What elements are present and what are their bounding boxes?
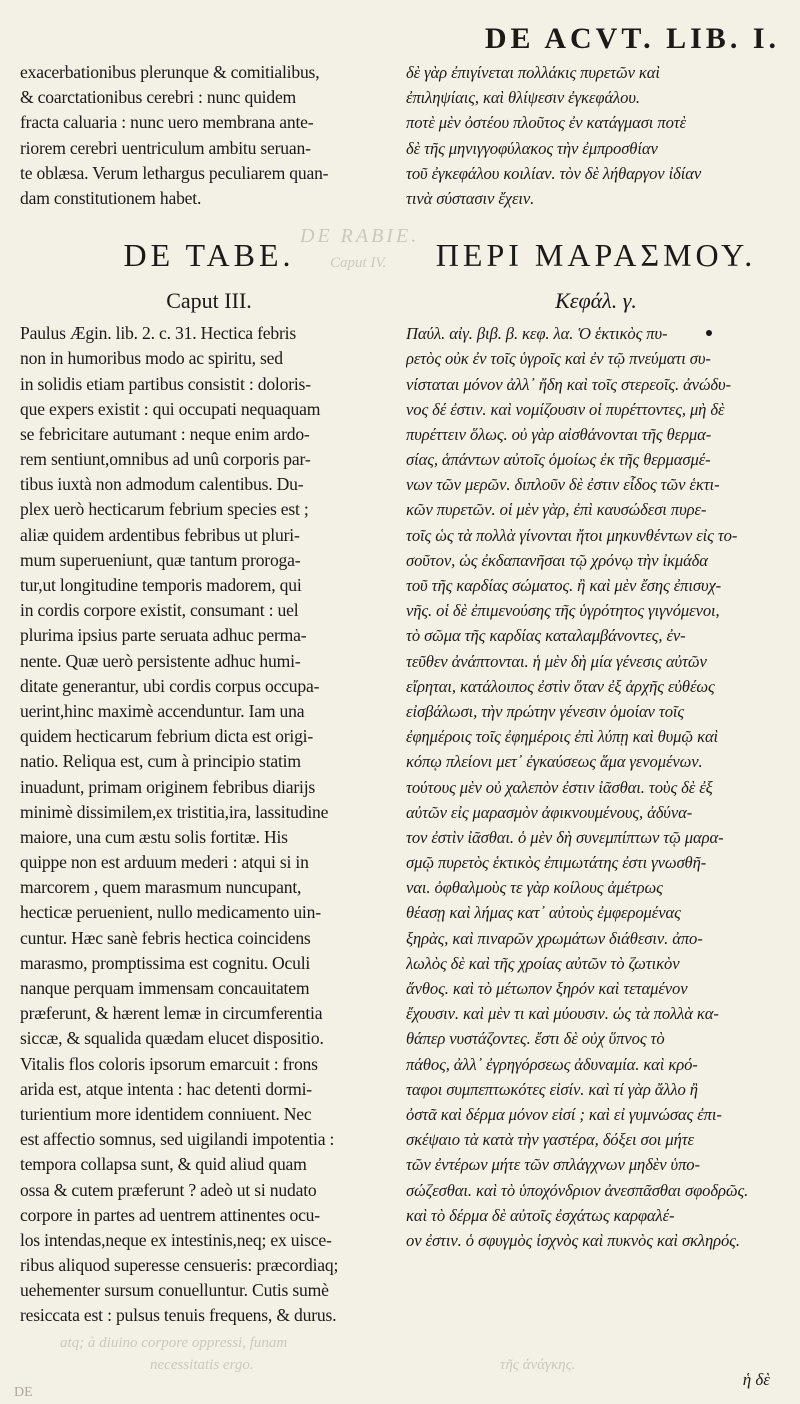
greek-column xyxy=(406,60,786,1253)
text-line: δὲ τῆς μηνιγγοφύλακος τὴν ἐμπροσθίαν xyxy=(406,138,658,158)
text-line: νος δέ ἐστιν. καὶ νομίζουσιν οἱ πυρέττοντες, μὴ δὲ xyxy=(406,399,725,419)
ornament-dot xyxy=(706,330,712,336)
text-line: ἐφημέροις τοῖς ἐφημέροις ἐπὶ λύπῃ καὶ θυμῷ καὶ xyxy=(406,727,719,747)
text-line: τοῦ ἐγκεφάλου κοιλίαν. τὸν δὲ λήθαργον ἰδίαν xyxy=(406,163,702,183)
text-line: ἄνθος. καὶ τὸ μέτωπον ξηρόν καὶ τεταμένον xyxy=(406,979,688,998)
text-line: ξηρὰς, καὶ πιναρῶν χρωμάτων διάθεσιν. ἀπο- xyxy=(406,928,703,948)
catchword: ἡ δὲ xyxy=(742,1370,770,1389)
text-line: siccæ, & squalida quædam elucet dispositio. xyxy=(20,1028,324,1049)
latin-heading: DE TABE. xyxy=(123,237,295,274)
text-line: ον ἐστιν. ὁ σφυγμὸς ἰσχνὸς καὶ πυκνὸς καὶ σκληρός. xyxy=(406,1230,740,1250)
text-line: cuntur. Hæc sanè febris hectica coincidens xyxy=(20,927,311,948)
text-line: rem sentiunt,omnibus ad unû corporis par- xyxy=(20,449,311,470)
text-line: σμῷ πυρετὸς ἑκτικὸς ἐπιμωτάτης ἐστι γνωσθῆ- xyxy=(406,853,707,873)
bleed-through-heading: DE RABIE. xyxy=(300,225,420,247)
text-line: est affectio somnus, sed uigilandi impotentia : xyxy=(20,1129,335,1150)
text-line: turientium more identidem conniuent. Nec xyxy=(20,1103,312,1124)
text-line: marasmo, promptissima est cognitu. Oculi xyxy=(20,952,311,973)
text-line: κόπῳ πλείονι μετ᾽ ἐγκαύσεως ἅμα γενομένων. xyxy=(406,752,703,772)
text-line: ὀστᾶ καὶ δέρμα μόνον εἰσί ; καὶ εἰ γυμνώσας ἐπι- xyxy=(406,1104,722,1124)
text-line: λωλὸς δὲ καὶ τῆς χροίας αὐτῶν τὸ ζωτικὸν xyxy=(406,953,680,973)
text-line: tur,ut longitudine temporis madorem, qui xyxy=(20,575,302,595)
greek-heading: ΠΕΡΙ ΜΑΡΑΣΜΟΥ. xyxy=(435,237,757,274)
text-line: riorem cerebri uentriculum ambitu seruan- xyxy=(20,137,311,158)
text-line: νῆς. οἱ δὲ ἐπιμενούσης τῆς ὑγρότητος γιγνόμενοι, xyxy=(406,601,720,621)
text-line: que expers existit : qui occupati nequaquam xyxy=(20,398,321,419)
text-line: nanque perquam immensam concauitatem xyxy=(20,978,310,998)
text-line: πυρέττειν ὅλως. οὐ γὰρ αἰσθάνονται τῆς θερμα- xyxy=(406,424,712,444)
text-line: Παύλ. αἰγ. βιβ. β. κεφ. λα. Ὁ ἑκτικὸς πυ- xyxy=(406,324,668,344)
text-line: τεῦθεν ἀνάπτονται. ἡ μὲν δὴ μία γένεσις αὐτῶν xyxy=(406,651,707,671)
text-line: ναι. ὀφθαλμοὺς τε γὰρ κοίλους ἀμέτρως xyxy=(406,878,663,898)
text-line: ἐπιληψίαις, καὶ θλίψεσιν ἐγκεφάλου. xyxy=(406,88,640,108)
text-line: ρετὸς οὐκ ἐν τοῖς ὑγροῖς καὶ ἐν τῷ πνεύματι συ- xyxy=(406,349,711,369)
text-line: δὲ γὰρ ἐπιγίνεται πολλάκις πυρετῶν καὶ xyxy=(406,63,660,82)
text-line: in solidis etiam partibus consistit : doloris- xyxy=(20,373,311,394)
text-line: plex uerò hecticarum febrium species est ; xyxy=(20,499,309,520)
greek-top-text xyxy=(406,60,786,211)
text-line: ossa & cutem præferunt ? adeò ut si nudato xyxy=(20,1179,317,1200)
text-line: εἴρηται, κατάλοιπος ἐστὶν ὅταν ἐξ ἀρχῆς εὐθέως xyxy=(406,676,715,696)
text-line: θάπερ νυστάζοντες. ἔστι δὲ οὐχ ὕπνος τὸ xyxy=(406,1029,665,1049)
text-line: κῶν πυρετῶν. οἱ μὲν γὰρ, ἐπὶ καυσώδεσι πυρε- xyxy=(406,500,707,520)
text-line: dam constitutionem habet. xyxy=(20,187,202,208)
bleed-through-page-mark: DE xyxy=(14,1385,33,1400)
bleed-through-bottom-left-2: necessitatis ergo. xyxy=(150,1357,254,1373)
text-line: νίσταται μόνον ἀλλ᾽ ἤδη καὶ τοῖς στερεοῖς. ἀνώδυ- xyxy=(406,374,731,394)
text-line: τον ἐστὶν ἰᾶσθαι. ὁ μὲν δὴ συνεμπίπτων τῷ μαρα- xyxy=(406,827,724,847)
latin-column xyxy=(20,60,398,1329)
text-line: inuadunt, primam originem febribus diarijs xyxy=(20,776,316,797)
text-line: marcorem , quem marasmum nuncupant, xyxy=(20,877,302,898)
text-line: τῶν ἐντέρων μήτε τῶν σπλάγχνων μηδὲν ὑπο- xyxy=(406,1155,700,1175)
text-line: ποτὲ μὲν ὀστέου πλοῦτος ἐν κατάγμασι ποτὲ xyxy=(406,113,687,133)
text-line: θέασῃ καὶ λήμας κατ᾽ αὐτοὺς ἐμφερομένας xyxy=(406,903,681,923)
text-line: quippe non est arduum mederi : atqui si in xyxy=(20,852,309,873)
text-line: los intendas,neque ex intestinis,neq; ex uisce- xyxy=(20,1229,332,1250)
text-line: resiccata est : pulsus tenuis frequens, & durus. xyxy=(20,1305,337,1326)
latin-body-text xyxy=(20,321,398,1329)
text-line: εἰσβάλωσι, τὴν πρώτην γένεσιν ὁμοίαν τοῖς xyxy=(406,701,685,721)
text-line: nente. Quæ uerò persistente adhuc humi- xyxy=(20,650,301,671)
text-line: ἔχουσιν. καὶ μὲν τι καὶ μύουσιν. ὡς τὰ πολλὰ κα- xyxy=(406,1004,719,1024)
bleed-through-bottom-left: atq; à diuino corpore oppressi, funam xyxy=(60,1335,288,1351)
text-line: se febricitare autumant : neque enim ardo- xyxy=(20,423,310,444)
text-line: tempora collapsa sunt, & quid aliud quam xyxy=(20,1154,307,1175)
text-line: corpore in partes ad uentrem attinentes ocu- xyxy=(20,1204,320,1225)
latin-top-text xyxy=(20,60,398,211)
text-line: τὸ σῶμα τῆς καρδίας καταλαμβάνοντες, ἐν- xyxy=(406,626,686,646)
text-line: Paulus Ægin. lib. 2. c. 31. Hectica febris xyxy=(20,323,296,344)
text-line: ταφοι συμπεπτωκότες εἰσίν. καὶ τί γὰρ ἄλλο ἢ xyxy=(406,1079,698,1099)
latin-subheading: Caput III. xyxy=(166,288,252,314)
text-line: te oblæsa. Verum lethargus peculiarem quan- xyxy=(20,162,329,183)
text-line: τούτους μὲν οὐ χαλεπὸν ἐστιν ἰᾶσθαι. τοὺς δὲ ἐξ xyxy=(406,777,713,797)
text-line: ditate generantur, ubi cordis corpus occupa- xyxy=(20,675,320,696)
text-line: præferunt, & hærent lemæ in circumferentia xyxy=(20,1003,323,1024)
text-line: aliæ quidem ardentibus febribus ut pluri- xyxy=(20,524,300,545)
text-line: hecticæ peruenient, nullo medicamento uin- xyxy=(20,902,321,923)
text-line: fracta caluaria : nunc uero membrana ante- xyxy=(20,112,314,133)
text-line: ribus aliquod superesse censueris: præcordiaq; xyxy=(20,1255,339,1276)
text-line: arida est, atque intenta : hac detenti dormi- xyxy=(20,1078,312,1099)
text-line: σοῦτον, ὡς ἐκδαπανῆσαι τῷ χρόνῳ τὴν ἰκμάδα xyxy=(406,550,708,570)
bleed-through-subheading: Caput IV. xyxy=(330,255,387,271)
text-line: exacerbationibus plerunque & comitialibus, xyxy=(20,62,320,82)
text-line: tibus iuxtà non admodum calentibus. Du- xyxy=(20,474,304,495)
text-line: Vitalis flos coloris ipsorum emarcuit : frons xyxy=(20,1053,318,1074)
text-line: τινὰ σύστασιν ἔχειν. xyxy=(406,188,535,208)
text-line: σίας, ἁπάντων αὐτοῖς ὁμοίως ἐκ τῆς θερμασμέ- xyxy=(406,450,711,470)
text-line: τοῖς ὡς τὰ πολλὰ γίνονται ἤτοι μηκυνθέντων εἰς το- xyxy=(406,525,738,545)
bleed-through-bottom-right: τῆς ἀνάγκης. xyxy=(500,1357,576,1373)
text-line: αὐτῶν εἰς μαρασμὸν ἀφικνουμένους, ἀδύνα- xyxy=(406,802,693,822)
text-line: uehementer sursum conuelluntur. Cutis sumè xyxy=(20,1280,329,1301)
text-line: τοῦ τῆς καρδίας σώματος. ἢ καὶ μὲν ἔσης ἐπισυχ- xyxy=(406,576,722,595)
text-line: mum superueniunt, quæ tantum proroga- xyxy=(20,549,301,570)
text-line: natio. Reliqua est, cum à principio statim xyxy=(20,751,301,772)
text-line: & coarctationibus cerebri : nunc quidem xyxy=(20,87,297,108)
text-line: maiore, una cum æstu solis fortitæ. His xyxy=(20,826,288,847)
text-line: in cordis corpore existit, consumant : uel xyxy=(20,600,299,621)
text-line: σκέψαιο τὰ κατὰ τὴν γαστέρα, δόξει σοι μήτε xyxy=(406,1130,694,1150)
text-line: uerint,hinc maximè accenduntur. Iam una xyxy=(20,700,305,721)
running-head: DE ACVT. LIB. I. xyxy=(484,22,780,55)
text-line: minimè dissimilem,ex tristitia,ira, lassitudine xyxy=(20,801,329,822)
text-line: καὶ τὸ δέρμα δὲ αὐτοῖς ἐσχάτως καρφαλέ- xyxy=(406,1205,675,1225)
text-line: quidem hecticarum febrium dicta est origi- xyxy=(20,726,314,747)
greek-subheading: Κεφάλ. γ. xyxy=(555,288,637,314)
text-line: non in humoribus modo ac spiritu, sed xyxy=(20,348,283,369)
text-line: σώζεσθαι. καὶ τὸ ὑποχόνδριον ἀνεσπᾶσθαι σφοδρῶς. xyxy=(406,1180,749,1200)
greek-body-text xyxy=(406,321,786,1253)
text-line: πάθος, ἀλλ᾽ ἐγρηγόρσεως ἀδυναμία. καὶ κρό- xyxy=(406,1054,698,1074)
text-line: νων τῶν μερῶν. διπλοῦν δὲ ἐστιν εἶδος τῶν ἑκτι- xyxy=(406,475,720,495)
text-line: plurima ipsius parte seruata adhuc perma- xyxy=(20,625,307,646)
